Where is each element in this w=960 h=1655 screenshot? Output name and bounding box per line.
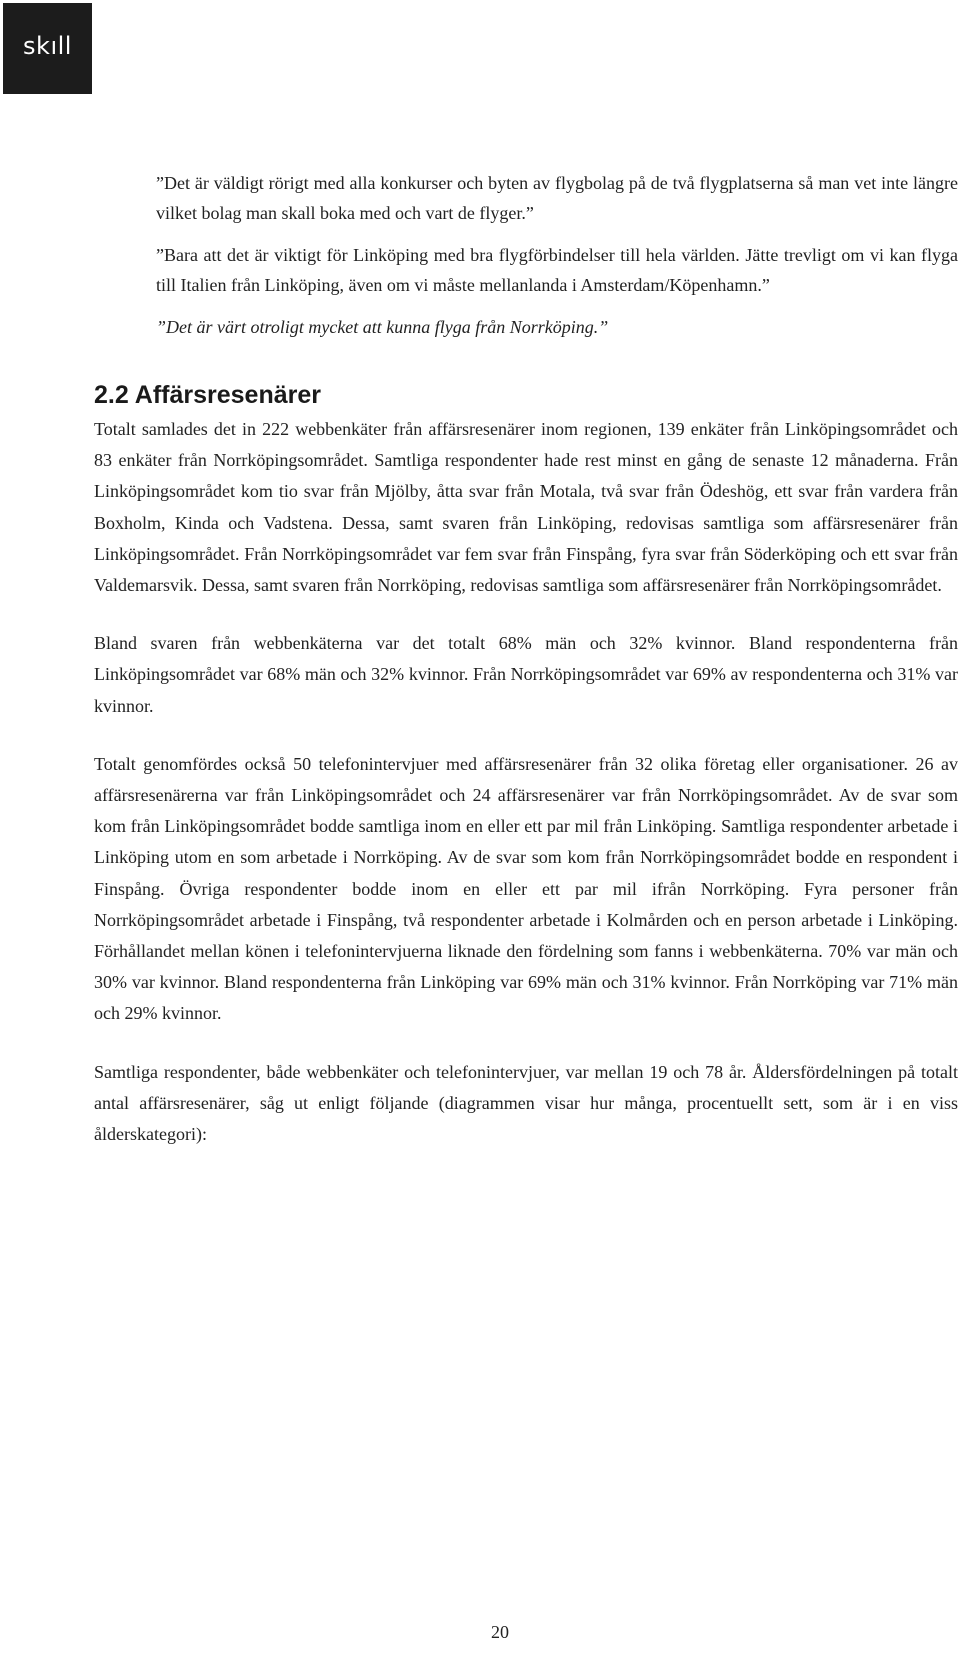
paragraph-2: Bland svaren från webbenkäterna var det totalt 68% män och 32% kvinnor. Bland respondenterna från Linköpingsområdet var 68% män och 32% kvinnor. Från Norrköpingsområdet var 69% av respondenterna och 31% var kvinnor. [94, 633, 958, 716]
paragraph-4: Samtliga respondenter, både webbenkäter och telefonintervjuer, var mellan 19 och 78 år. Åldersfördelningen på totalt antal affärsresenärer, såg ut enligt följande (diagrammen visar hur många, procentuellt sett, som är i en viss ålderskategori): [94, 1061, 958, 1145]
paragraph-3: Totalt genomfördes också 50 telefonintervjuer med affärsresenärer från 32 olika företag eller organisationer. 26 av affärsresenärerna var från Linköpingsområdet och 24 affärsresenärer var från Norrköpingsområdet. Av de svar som kom från Linköpingsområdet bodde samtliga inom en eller ett par mil från Linköping. Samtliga respondenter arbetade i Linköping utom en som arbetade i Norrköping. Av de svar som kom från Norrköpingsområdet bodde en respondent i Finspång. Övriga respondenter bodde inom en eller ett par mil ifrån Norrköping. Fyra personer från Norrköpingsområdet arbetade i Finspång, två respondenter arbetade i Kolmården och en person arbetade i Linköping. Förhållandet mellan könen i telefonintervjuerna liknade den fördelning som fanns i webbenkäterna. 70% var män och 30% var kvinnor. Bland respondenterna från Linköping var 69% män och 31% kvinnor. Från Norrköping var 71% män och 29% kvinnor. [94, 753, 958, 1024]
quote-block [94, 168, 958, 342]
quote-2: ”Bara att det är viktigt för Linköping med bra flygförbindelser till hela världen. Jätte trevligt om vi kan flyga till Italien från Linköping, även om vi måste mellanlanda i Amsterdam/Köpenhamn.” [156, 245, 958, 295]
skill-logo [3, 3, 92, 94]
logo-text: skıll [23, 31, 72, 60]
paragraph-1: Totalt samlades det in 222 webbenkäter från affärsresenärer inom regionen, 139 enkäter från Linköpingsområdet och 83 enkäter från Norrköpingsområdet. Samtliga respondenter hade rest minst en gång de senaste 12 månaderna. Från Linköpingsområdet kom tio svar från Mjölby, åtta svar från Motala, två svar från Ödeshög, ett svar från vardera från Boxholm, Kinda och Vadstena. Dessa, samt svaren från Linköping, redovisas samtliga som affärsresenärer från Linköpingsområdet. Från Norrköpingsområdet var fem svar från Finspång, fyra svar från Söderköping och ett svar från Valdemarsvik. Dessa, samt svaren från Norrköping, redovisas samtliga som affärsresenärer från Norrköpingsområdet. [94, 419, 958, 596]
quote-3: ”Det är värt otroligt mycket att kunna flyga från Norrköping.” [156, 317, 609, 337]
document-body [94, 168, 958, 1177]
quote-1: ”Det är väldigt rörigt med alla konkurser och byten av flygbolag på de två flygplatserna så man vet inte längre vilket bolag man skall boka med och vart de flyger.” [156, 173, 958, 223]
section-heading: 2.2 Affärsresenärer [94, 381, 321, 409]
page-number: 20 [491, 1622, 509, 1642]
